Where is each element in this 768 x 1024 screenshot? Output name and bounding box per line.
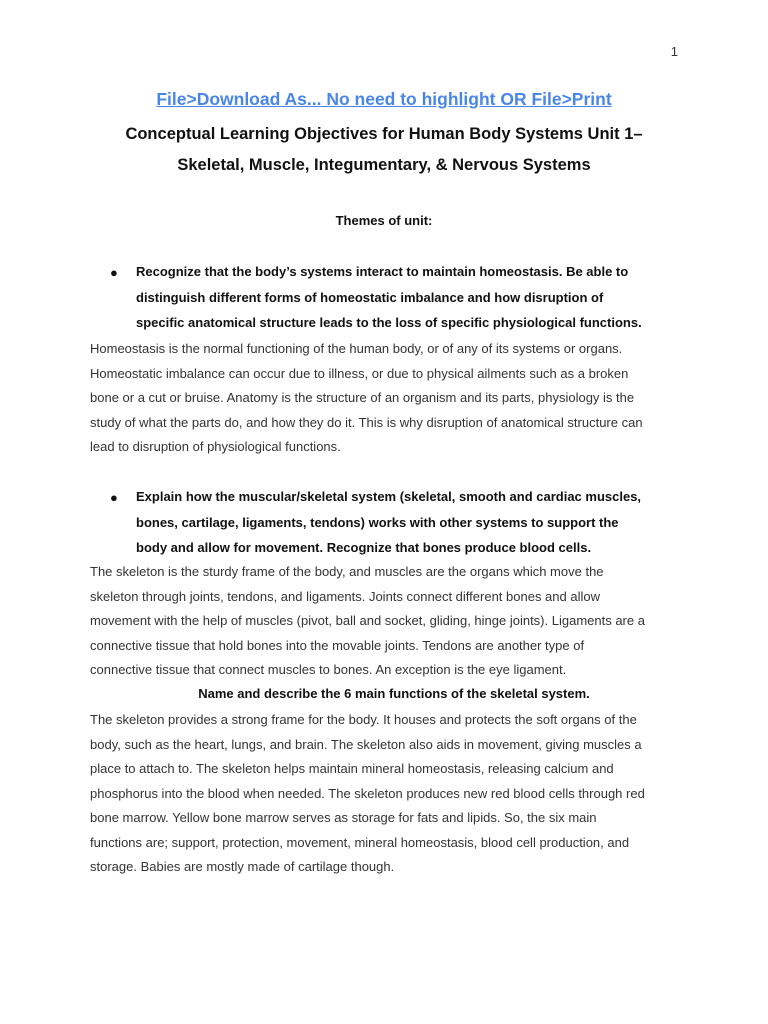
bullet-line: Explain how the muscular/skeletal system (skeletal, smooth and cardiac muscles, [136, 489, 642, 504]
bullet-line: Recognize that the body’s systems interact to maintain homeostasis. Be able to [136, 264, 629, 279]
paragraph-line: Homeostatic imbalance can occur due to illness, or due to physical ailments such as a broken [90, 365, 629, 381]
paragraph-line: study of what the parts do, and how they do it. This is why disruption of anatomical structure can [90, 414, 643, 430]
paragraph-line: movement with the help of muscles (pivot, ball and socket, gliding, hinge joints). Ligaments are a [90, 613, 645, 628]
paragraph-line: connective tissue that hold bones into the movable joints. Tendons are another type of [90, 637, 585, 653]
paragraph-line: bone or a cut or bruise. Anatomy is the structure of an organism and its parts, physiology is the [90, 390, 635, 405]
paragraph-line: skeleton through joints, tendons, and ligaments. Joints connect different bones and allow [90, 588, 600, 604]
bullet-icon: ● [110, 490, 118, 505]
paragraph-line: The skeleton is the sturdy frame of the body, and muscles are the organs which move the [90, 564, 604, 579]
paragraph-line: place to attach to. The skeleton helps maintain mineral homeostasis, releasing calcium and [90, 761, 614, 776]
paragraph-line: phosphorus into the blood when needed. The skeleton produces new red blood cells through red [90, 785, 645, 801]
bullet-objective-musculoskeletal [136, 484, 696, 561]
bullet-line: bones, cartilage, ligaments, tendons) works with other systems to support the [136, 514, 619, 530]
bullet-line: distinguish different forms of homeostatic imbalance and how disruption of [136, 289, 604, 305]
paragraph-line: connective tissue that connect muscles to bones. An exception is the eye ligament. [90, 662, 567, 677]
paragraph-line: storage. Babies are mostly made of cartilage though. [90, 859, 395, 874]
paragraph-line: lead to disruption of physiological functions. [90, 439, 341, 454]
paragraph-skeleton-muscles [90, 560, 700, 683]
themes-heading: Themes of unit: [335, 213, 433, 228]
paragraph-line: functions are; support, protection, movement, mineral homeostasis, blood cell production, and [90, 834, 630, 850]
page-number: 1 [670, 44, 678, 59]
paragraph-line: body, such as the heart, lungs, and brain. The skeleton also aids in movement, giving muscles a [90, 736, 642, 752]
paragraph-line: The skeleton provides a strong frame for the body. It houses and protects the soft organs of the [90, 712, 637, 727]
bullet-icon: ● [110, 265, 118, 280]
paragraph-line: bone marrow. Yellow bone marrow serves as storage for fats and lipids. So, the six main [90, 810, 597, 825]
bullet-line: specific anatomical structure leads to the loss of specific physiological functions. [136, 315, 642, 330]
document-title-line-1: Conceptual Learning Objectives for Human Body Systems Unit 1– [125, 125, 643, 143]
document-title-line-2: Skeletal, Muscle, Integumentary, & Nervous Systems [177, 156, 591, 174]
bullet-objective-homeostasis [136, 259, 696, 336]
skeletal-functions-heading: Name and describe the 6 main functions of the skeletal system. [198, 686, 590, 701]
paragraph-skeletal-functions [90, 708, 700, 880]
bullet-line: body and allow for movement. Recognize that bones produce blood cells. [136, 540, 592, 555]
download-print-link[interactable]: File>Download As... No need to highlight OR File>Print [156, 89, 612, 109]
paragraph-line: Homeostasis is the normal functioning of the human body, or of any of its systems or organs. [90, 341, 623, 356]
paragraph-homeostasis [90, 337, 700, 460]
